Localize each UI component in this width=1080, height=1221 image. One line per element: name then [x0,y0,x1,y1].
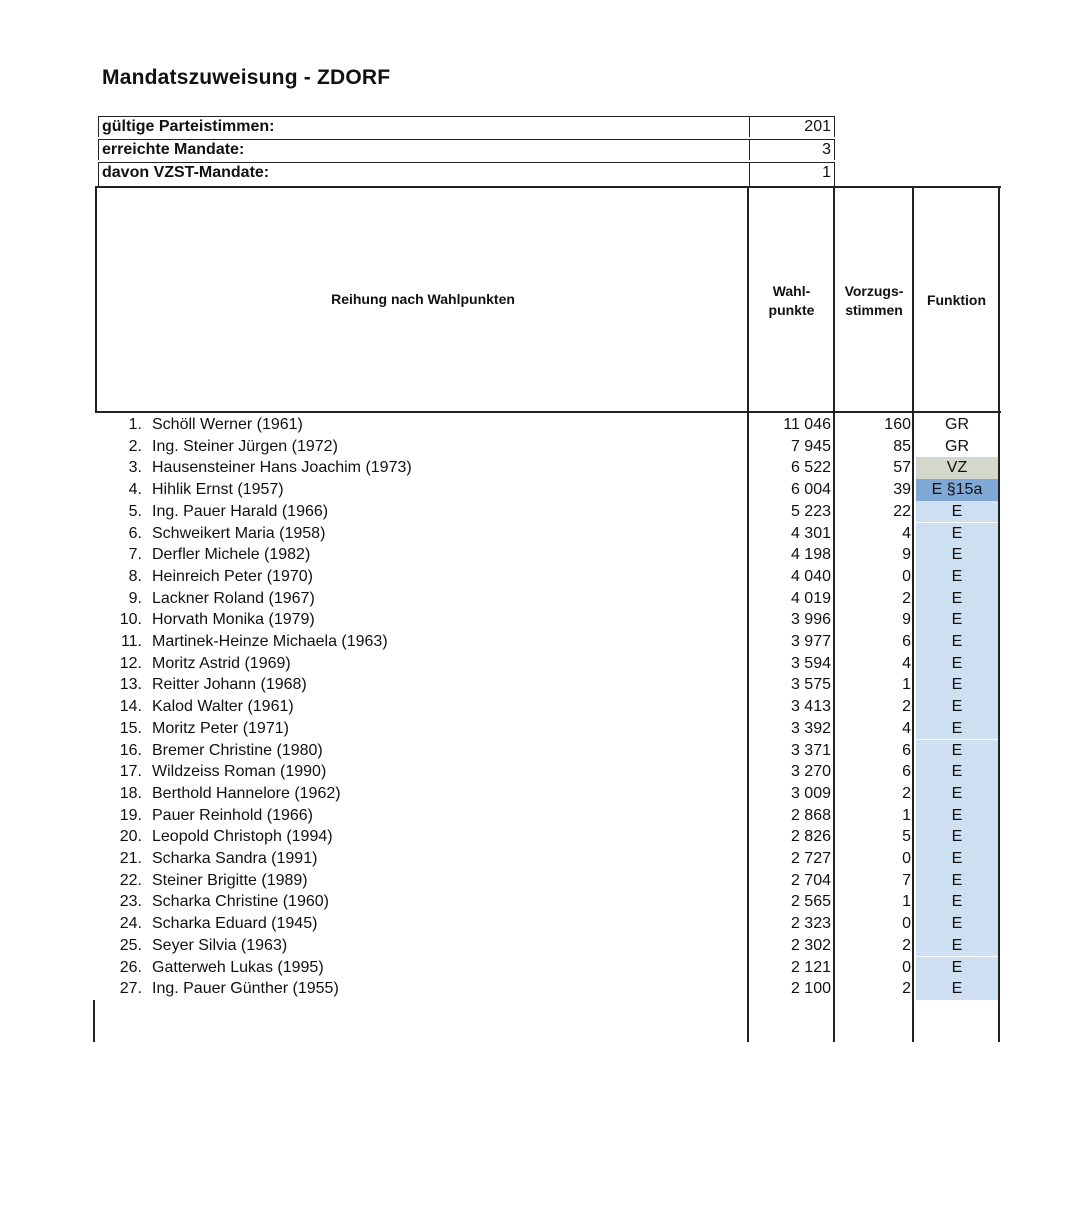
header-vorzugsstimmen [835,282,913,320]
row-rank: 13. [119,676,142,694]
summary-label: davon VZST-Mandate: [102,164,270,181]
row-funktion: E §15a [916,479,998,501]
row-vorzugsstimmen: 39 [893,481,911,499]
row-rank: 19. [119,806,142,824]
table-row [0,457,1080,479]
table-row [0,957,1080,979]
row-rank: 17. [119,763,142,781]
row-rank: 9. [128,589,142,607]
summary-row-vzst-mandate [98,162,835,186]
header-vorzug-line1: Vorzugs- [844,283,904,299]
row-vorzugsstimmen: 5 [902,828,911,846]
row-vorzugsstimmen: 2 [902,784,911,802]
row-wahlpunkte: 2 100 [790,980,831,998]
row-vorzugsstimmen: 1 [902,676,911,694]
row-candidate-name: Derfler Michele (1982) [152,546,311,564]
row-funktion: E [916,523,998,545]
row-funktion: E [916,501,998,523]
table-row [0,891,1080,913]
row-rank: 20. [119,828,142,846]
row-candidate-name: Moritz Peter (1971) [152,719,289,737]
row-wahlpunkte: 3 996 [790,611,831,629]
row-rank: 16. [119,741,142,759]
row-candidate-name: Wildzeiss Roman (1990) [152,763,327,781]
row-rank: 3. [128,459,142,477]
row-rank: 2. [128,437,142,455]
table-row [0,588,1080,610]
row-rank: 25. [119,936,142,954]
row-wahlpunkte: 2 868 [790,806,831,824]
row-funktion: E [916,913,998,935]
row-vorzugsstimmen: 2 [902,980,911,998]
row-rank: 6. [128,524,142,542]
row-vorzugsstimmen: 0 [902,567,911,585]
table-top-border [96,186,1001,188]
row-wahlpunkte: 3 009 [790,784,831,802]
row-wahlpunkte: 4 040 [790,567,831,585]
row-rank: 8. [128,567,142,585]
summary-value: 1 [749,163,834,186]
row-wahlpunkte: 2 704 [790,871,831,889]
row-funktion: E [916,978,998,1000]
row-funktion: E [916,566,998,588]
row-funktion: E [916,805,998,827]
row-vorzugsstimmen: 6 [902,741,911,759]
row-funktion: E [916,848,998,870]
row-funktion: E [916,718,998,740]
row-funktion: E [916,761,998,783]
row-funktion: E [916,609,998,631]
table-row [0,501,1080,523]
row-rank: 4. [128,481,142,499]
header-ranking: Reihung nach Wahlpunkten [331,291,515,307]
table-row [0,674,1080,696]
page-title: Mandatszuweisung - ZDORF [102,66,391,89]
row-funktion: E [916,891,998,913]
row-funktion: E [916,653,998,675]
table-row [0,913,1080,935]
row-candidate-name: Ing. Steiner Jürgen (1972) [152,437,338,455]
row-wahlpunkte: 2 302 [790,936,831,954]
row-wahlpunkte: 2 727 [790,850,831,867]
row-rank: 24. [119,915,142,933]
row-funktion: E [916,826,998,848]
row-candidate-name: Moritz Astrid (1969) [152,654,291,672]
row-funktion: VZ [916,457,998,479]
row-candidate-name: Steiner Brigitte (1989) [152,871,308,889]
table-row [0,566,1080,588]
row-funktion: E [916,588,998,610]
row-funktion: E [916,544,998,566]
row-rank: 10. [119,611,142,629]
row-candidate-name: Schweikert Maria (1958) [152,524,326,542]
row-wahlpunkte: 6 522 [790,459,831,477]
table-row [0,783,1080,805]
row-vorzugsstimmen: 0 [902,915,911,933]
row-candidate-name: Pauer Reinhold (1966) [152,806,313,824]
row-rank: 12. [119,654,142,672]
table-row [0,805,1080,827]
row-candidate-name: Leopold Christoph (1994) [152,828,333,846]
row-vorzugsstimmen: 1 [902,893,911,911]
table-row [0,826,1080,848]
header-wahlpunkte [749,282,834,320]
row-funktion: GR [945,416,969,433]
row-vorzugsstimmen: 22 [893,502,911,520]
table-row [0,414,1080,436]
row-wahlpunkte: 2 121 [790,958,831,976]
row-funktion: E [916,870,998,892]
row-vorzugsstimmen: 1 [902,806,911,824]
row-wahlpunkte: 2 323 [790,915,831,933]
table-row [0,631,1080,653]
row-vorzugsstimmen: 9 [902,546,911,564]
row-vorzugsstimmen: 6 [902,763,911,781]
row-funktion: E [916,957,998,979]
row-candidate-name: Scharka Sandra (1991) [152,850,318,867]
row-candidate-name: Ing. Pauer Günther (1955) [152,980,339,998]
row-wahlpunkte: 6 004 [790,481,831,499]
summary-row-parteistimmen [98,116,835,137]
row-wahlpunkte: 4 301 [790,524,831,542]
row-rank: 7. [128,546,142,564]
row-candidate-name: Kalod Walter (1961) [152,698,294,716]
table-row [0,609,1080,631]
header-vorzug-line2: stimmen [845,302,903,318]
row-vorzugsstimmen: 6 [902,633,911,650]
row-candidate-name: Horvath Monika (1979) [152,611,315,629]
row-candidate-name: Scharka Christine (1960) [152,893,329,911]
row-candidate-name: Schöll Werner (1961) [152,416,303,433]
header-funktion: Funktion [926,292,987,308]
row-funktion: E [916,935,998,957]
row-wahlpunkte: 3 575 [790,676,831,694]
row-rank: 5. [128,502,142,520]
table-row [0,653,1080,675]
row-vorzugsstimmen: 9 [902,611,911,629]
row-vorzugsstimmen: 85 [893,437,911,455]
header-wahlpunkte-line2: punkte [768,302,815,318]
row-candidate-name: Reitter Johann (1968) [152,676,307,694]
row-wahlpunkte: 3 977 [790,633,831,650]
row-rank: 15. [119,719,142,737]
row-vorzugsstimmen: 4 [902,719,911,737]
row-vorzugsstimmen: 0 [902,958,911,976]
row-funktion: E [916,674,998,696]
row-wahlpunkte: 7 945 [790,437,831,455]
row-candidate-name: Hausensteiner Hans Joachim (1973) [152,459,412,477]
row-vorzugsstimmen: 160 [884,416,911,433]
table-row [0,523,1080,545]
row-vorzugsstimmen: 2 [902,589,911,607]
table-row [0,436,1080,458]
row-candidate-name: Bremer Christine (1980) [152,741,323,759]
row-candidate-name: Martinek-Heinze Michaela (1963) [152,633,388,650]
header-wahlpunkte-line1: Wahl- [772,283,811,299]
row-candidate-name: Lackner Roland (1967) [152,589,315,607]
header-bottom-border [96,411,1001,413]
row-wahlpunkte: 2 565 [790,893,831,911]
row-vorzugsstimmen: 4 [902,654,911,672]
row-funktion: E [916,783,998,805]
row-funktion: E [916,740,998,762]
row-candidate-name: Ing. Pauer Harald (1966) [152,502,329,520]
row-vorzugsstimmen: 0 [902,850,911,867]
row-rank: 26. [119,958,142,976]
row-candidate-name: Heinreich Peter (1970) [152,567,313,585]
row-wahlpunkte: 4 019 [790,589,831,607]
table-row [0,935,1080,957]
summary-value: 3 [749,140,834,160]
row-wahlpunkte: 3 392 [790,719,831,737]
table-row [0,544,1080,566]
row-funktion: E [916,631,998,653]
row-rank: 14. [119,698,142,716]
row-wahlpunkte: 3 371 [790,741,831,759]
table-row [0,718,1080,740]
table-row [0,740,1080,762]
row-wahlpunkte: 2 826 [790,828,831,846]
row-rank: 18. [119,784,142,802]
table-row [0,978,1080,1000]
row-rank: 21. [119,850,142,867]
row-wahlpunkte: 3 413 [790,698,831,716]
row-funktion: GR [945,437,969,455]
row-candidate-name: Berthold Hannelore (1962) [152,784,341,802]
row-wahlpunkte: 4 198 [790,546,831,564]
row-wahlpunkte: 11 046 [783,416,831,433]
row-vorzugsstimmen: 7 [902,871,911,889]
row-wahlpunkte: 5 223 [790,502,831,520]
row-funktion: E [916,696,998,718]
row-rank: 11. [120,633,142,650]
table-row [0,479,1080,501]
table-row [0,761,1080,783]
summary-value: 201 [749,117,834,137]
row-vorzugsstimmen: 2 [902,698,911,716]
row-vorzugsstimmen: 2 [902,936,911,954]
row-vorzugsstimmen: 57 [893,459,911,477]
summary-row-mandate [98,139,835,160]
row-wahlpunkte: 3 270 [790,763,831,781]
table-left-border-lower [93,1000,95,1042]
row-candidate-name: Hihlik Ernst (1957) [152,481,284,499]
summary-label: gültige Parteistimmen: [102,118,275,135]
row-rank: 27. [119,980,142,998]
table-row [0,848,1080,870]
row-candidate-name: Scharka Eduard (1945) [152,915,318,933]
table-row [0,870,1080,892]
row-wahlpunkte: 3 594 [790,654,831,672]
row-vorzugsstimmen: 4 [902,524,911,542]
row-rank: 1. [128,416,142,433]
table-left-border [95,186,97,413]
table-row [0,696,1080,718]
summary-label: erreichte Mandate: [102,141,245,158]
row-rank: 23. [119,893,142,911]
row-candidate-name: Seyer Silvia (1963) [152,936,288,954]
row-candidate-name: Gatterweh Lukas (1995) [152,958,324,976]
row-rank: 22. [119,871,142,889]
